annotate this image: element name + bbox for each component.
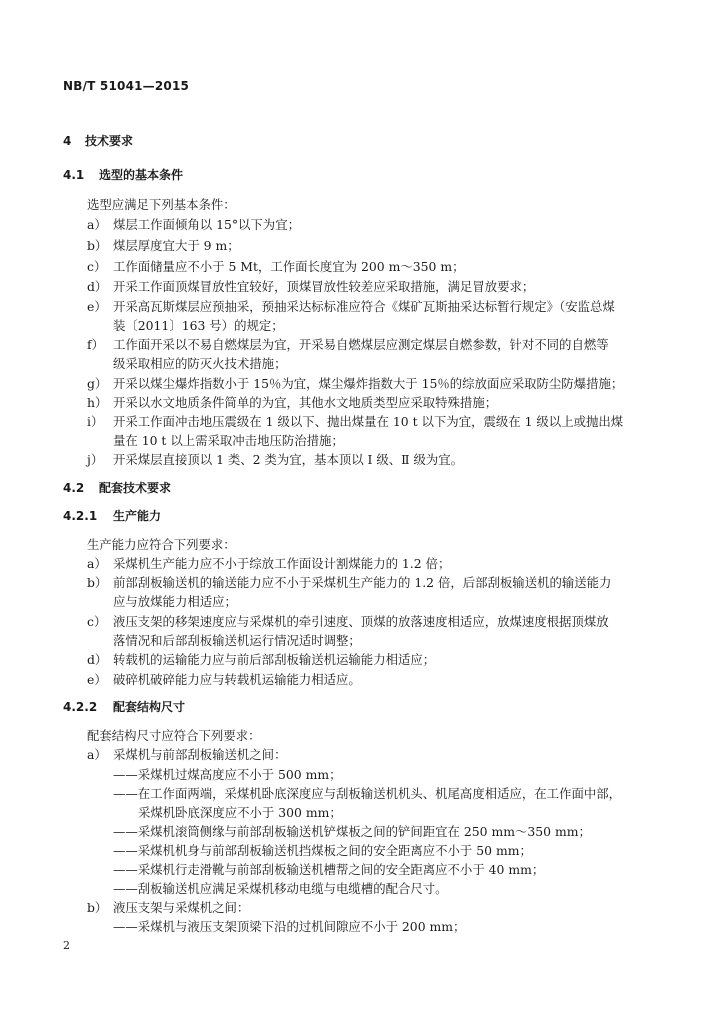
list-marker: d） (87, 652, 108, 667)
section-number: 4.2.2 (63, 700, 98, 714)
list-marker: a） (87, 556, 107, 571)
section-number: 4.1 (63, 168, 85, 182)
list-text: 开采煤层直接顶以 1 类、2 类为宜，基本顶以 Ⅰ 级、Ⅱ 级为宜。 (113, 452, 464, 467)
list-marker: c） (87, 614, 107, 629)
list-item (87, 650, 435, 668)
dash-item: ——采煤机过煤高度应不小于 500 mm； (113, 767, 342, 782)
dash-item: ——采煤机机身与前部刮板输送机挡煤板之间的安全距离应不小于 50 mm； (113, 843, 532, 858)
dash-item: ——采煤机与液压支架顶梁下沿的过机间隙应不小于 200 mm； (113, 919, 466, 934)
list-item (87, 393, 497, 411)
section-number: 4 (63, 134, 72, 148)
list-item (87, 277, 534, 295)
list-marker: h） (87, 395, 108, 410)
list-text: 开采高瓦斯煤层应预抽采，预抽采达标标准应符合《煤矿瓦斯抽采达标暂行规定》（安监总煤 (113, 299, 615, 314)
list-text-continuation: 量在 10 t 以上需采取冲击地压防治措施； (113, 433, 344, 448)
list-item (87, 573, 611, 591)
standard-code-header: NB/T 51041—2015 (63, 79, 190, 93)
page-number: 2 (63, 939, 70, 952)
list-text-continuation: 装〔2011〕163 号）的规定； (113, 318, 284, 333)
list-item (87, 554, 450, 572)
dash-item: ——刮板输送机应满足采煤机移动电缆与电缆槽的配合尺寸。 (113, 881, 448, 896)
list-marker: a） (87, 217, 107, 232)
list-text-continuation: 应与放煤能力相适应； (113, 594, 237, 609)
list-text: 液压支架的移架速度应与采煤机的牵引速度、顶煤的放落速度相适应，放煤速度根据顶煤放 (113, 614, 609, 629)
section-4-2-heading (63, 479, 171, 496)
list-text: 开采工作面顶煤冒放性宜较好，顶煤冒放性较差应采取措施，满足冒放要求； (113, 279, 535, 294)
list-marker: c） (87, 259, 107, 274)
list-text: 煤层工作面倾角以 15°以下为宜； (113, 217, 300, 232)
list-text: 工作面储量应不小于 5 Mt，工作面长度宜为 200 m～350 m； (113, 259, 465, 274)
list-item (87, 898, 249, 916)
list-text-continuation: 级采取相应的防灭火技术措施； (113, 356, 287, 371)
list-text: 前部刮板输送机的输送能力应不小于采煤机生产能力的 1.2 倍，后部刮板输送机的输送能力 (113, 575, 612, 590)
section-4-1-heading (63, 166, 183, 183)
section-4-heading (63, 132, 133, 149)
list-item (87, 412, 623, 430)
list-text: 采煤机与前部刮板输送机之间： (113, 747, 287, 762)
section-title: 配套结构尺寸 (113, 700, 186, 714)
list-marker: b） (87, 900, 108, 915)
list-item (87, 745, 286, 763)
list-text: 破碎机破碎能力应与转载机运输能力相适应。 (113, 672, 361, 687)
dash-item: ——在工作面两端，采煤机卧底深度应与刮板输送机机头、机尾高度相适应，在工作面中部， (113, 786, 622, 801)
list-item (87, 297, 615, 315)
list-marker: j） (87, 452, 104, 467)
list-text: 开采以煤尘爆炸指数小于 15％为宜，煤尘爆炸指数大于 15％的综放面应采取防尘防爆措施； (113, 376, 624, 391)
list-item (87, 236, 240, 254)
list-marker: b） (87, 575, 108, 590)
list-item (87, 374, 623, 392)
list-item (87, 257, 464, 275)
list-item (87, 670, 361, 688)
list-marker: g） (87, 376, 108, 391)
list-item (87, 335, 609, 353)
list-text: 煤层厚度宜大于 9 m； (113, 238, 240, 253)
list-marker: a） (87, 747, 107, 762)
dash-item: ——采煤机行走滑靴与前部刮板输送机槽帮之间的安全距离应不小于 40 mm； (113, 862, 545, 877)
section-4-2-2-heading (63, 698, 185, 715)
list-marker: i） (87, 414, 104, 429)
list-text-continuation: 落情况和后部刮板输送机运行情况适时调整； (113, 633, 361, 648)
list-item (87, 215, 300, 233)
list-text: 工作面开采以不易自燃煤层为宜，开采易自燃煤层应测定煤层自燃参数，针对不同的自燃等 (113, 337, 609, 352)
list-marker: e） (87, 299, 107, 314)
dash-item-continuation: 采煤机卧底深度应不小于 300 mm； (138, 805, 342, 820)
section-4-2-1-intro: 生产能力应符合下列要求： (87, 537, 236, 552)
list-text: 转载机的运输能力应与前后部刮板输送机运输能力相适应； (113, 652, 436, 667)
list-item (87, 612, 609, 630)
section-number: 4.2.1 (63, 509, 98, 523)
section-title: 选型的基本条件 (99, 168, 184, 182)
section-title: 技术要求 (85, 134, 134, 148)
list-marker: d） (87, 279, 108, 294)
section-title: 配套技术要求 (99, 481, 172, 495)
list-marker: e） (87, 672, 107, 687)
dash-item: ——采煤机滚筒侧缘与前部刮板输送机铲煤板之间的铲间距宜在 250 mm～350 mm； (113, 824, 591, 839)
list-marker: f） (87, 337, 104, 352)
section-4-2-2-intro: 配套结构尺寸应符合下列要求： (87, 728, 261, 743)
section-4-2-1-heading (63, 507, 161, 524)
list-text: 开采以水文地质条件简单的为宜，其他水文地质类型应采取特殊措施； (113, 395, 498, 410)
section-title: 生产能力 (113, 509, 162, 523)
section-4-1-intro: 选型应满足下列基本条件： (87, 197, 236, 212)
list-item (87, 450, 463, 468)
list-text: 液压支架与采煤机之间： (113, 900, 250, 915)
list-marker: b） (87, 238, 108, 253)
list-text: 采煤机生产能力应不小于综放工作面设计割煤能力的 1.2 倍； (113, 556, 451, 571)
list-text: 开采工作面冲击地压震级在 1 级以下、抛出煤量在 10 t 以下为宜，震级在 1 级以上或抛出煤 (113, 414, 624, 429)
section-number: 4.2 (63, 481, 85, 495)
